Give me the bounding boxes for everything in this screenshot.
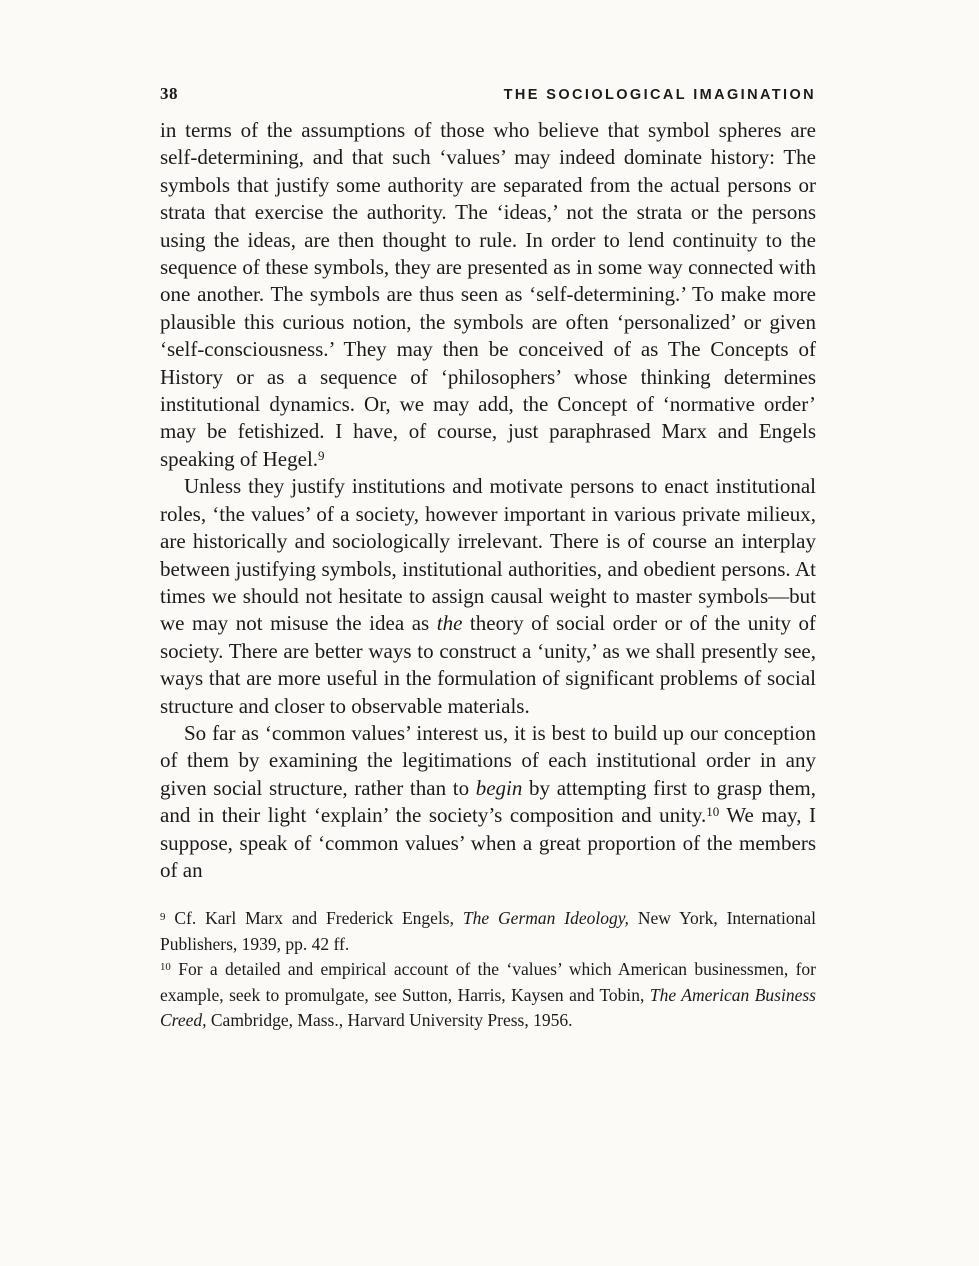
footnote	[160, 957, 816, 1033]
page-content	[160, 84, 816, 1033]
footnote-marker: 9	[160, 910, 166, 923]
text-run: For a detailed and empirical account of the ‘values’ which American businessmen, for example, seek to promulgate, see Sutton, Harris, Kaysen and Tobin,	[160, 959, 816, 1005]
text-run: We may, I suppose, speak of ‘common values’ when a great proportion of the members of an	[160, 803, 816, 882]
paragraph	[160, 117, 816, 473]
text-run: New York, International Publishers, 1939, pp. 42 ff.	[160, 908, 816, 954]
text-run: by attempting first to grasp them, and in their light ‘explain’ the society’s composition and unity.	[160, 775, 817, 828]
text-run: begin	[475, 775, 523, 800]
body-text	[160, 117, 816, 884]
footnotes	[160, 906, 816, 1033]
text-run: Cambridge, Mass., Harvard University Press, 1956.	[206, 1010, 573, 1030]
text-run: theory of social order or of the unity of society. There are better ways to construct a ‘unity,’ as we shall presently see, ways that are more useful in the formulation of significant problems of social structure and closer to observable materials.	[160, 611, 816, 718]
running-header-title: THE SOCIOLOGICAL IMAGINATION	[503, 87, 816, 103]
text-run: the	[436, 611, 463, 636]
page-number: 38	[160, 84, 178, 103]
running-header	[160, 84, 816, 104]
footnote	[160, 906, 816, 957]
paragraph	[160, 720, 816, 884]
footnote-marker: 9	[318, 448, 325, 464]
text-run: Cf. Karl Marx and Frederick Engels,	[165, 908, 463, 929]
text-run: Unless they justify institutions and motivate persons to enact institutional roles, ‘the values’ of a society, however important in various private milieux, are historically and sociologically irrelevant. There is of course an interplay between justifying symbols, institutional authorities, and obedient persons. At times we should not hesitate to assign causal weight to master symbols—but we may not misuse the idea as	[160, 474, 816, 636]
footnote-marker: 10	[160, 961, 171, 974]
text-run: in terms of the assumptions of those who believe that symbol spheres are self-determining, and that such ‘values’ may indeed dominate history: The symbols that justify some authority are separated from the actual persons or strata that exercise the authority. The ‘ideas,’ not the strata or the persons using the ideas, are then thought to rule. In order to lend continuity to the sequence of these symbols, they are presented as in some way connected with one another. The symbols are thus seen as ‘self-determining.’ To make more plausible this curious notion, the symbols are often ‘personalized’ or given ‘self-consciousness.’ They may then be conceived of as The Concepts of History or as a sequence of ‘philosophers’ whose thinking determines institutional dynamics. Or, we may add, the Concept of ‘normative order’ may be fetishized. I have, of course, just paraphrased Marx and Engels speaking of Hegel.	[160, 118, 816, 471]
text-run: So far as ‘common values’ interest us, it is best to build up our conception of them by examining the legitimations of each institutional order in any given social structure, rather than to	[160, 720, 816, 800]
text-run: The American Business Creed,	[160, 984, 816, 1030]
text-run: The German Ideology,	[462, 908, 629, 929]
paragraph	[160, 473, 816, 720]
footnote-marker: 10	[706, 804, 720, 820]
